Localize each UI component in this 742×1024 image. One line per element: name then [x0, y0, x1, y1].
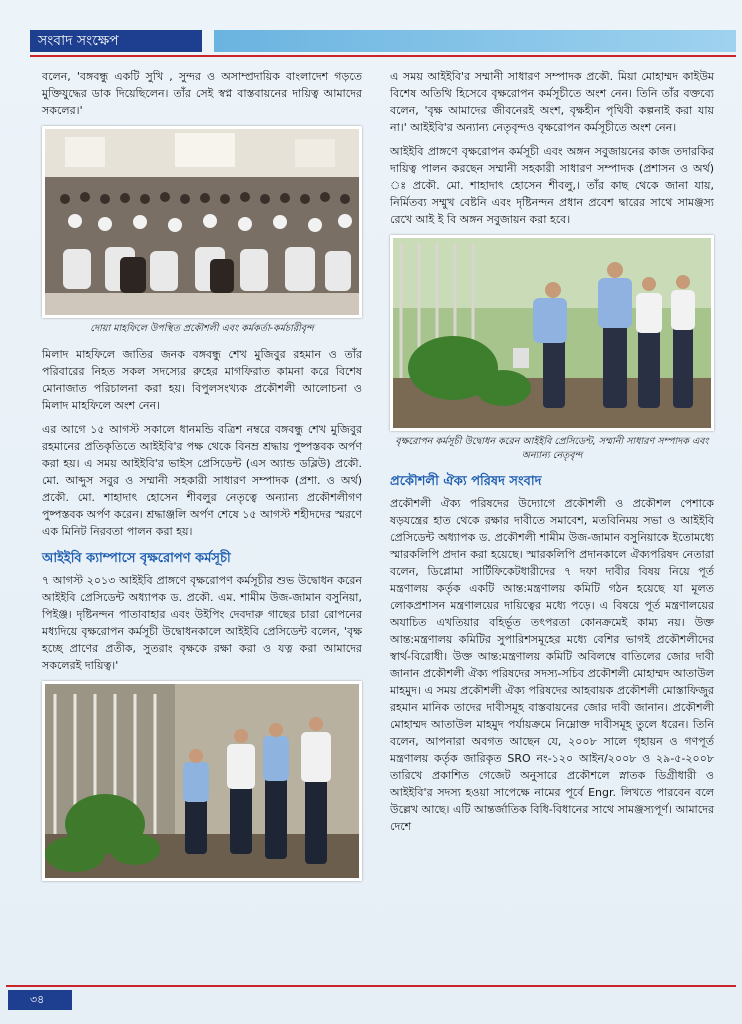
right-paragraph-1: এ সময় আইইবি'র সম্মানী সাধারণ সম্পাদক প্রকৌ. মিয়া মোহাম্মদ কাইউম বিশেষ অতিথি হিসেবে বৃক্ষরোপন কর্মসূচীতে অংশ নেন। তিনি তাঁর বক্তব্যে বলেন, 'বৃক্ষ আমাদের জীবনেরই অংশ, বৃক্ষহীন পৃথিবী কল্পনাই করা যায় না।' আইইবি'র অন্যান্য নেতৃবৃন্দও বৃক্ষরোপন কর্মসূচীতে অংশ নেন।: [390, 70, 714, 134]
header-divider: [30, 55, 736, 57]
page-number: ৩৪: [8, 990, 72, 1010]
heading-engineers-unity-council: প্রকৌশলী ঐক্য পরিষদ সংবাদ: [390, 474, 542, 489]
left-paragraph-2: মিলাদ মাহফিলে জাতির জনক বঙ্গবন্ধু শেখ মুজিবুর রহমান ও তাঁর পরিবারের নিহত সকল সদস্যের রুহের মাগফিরাত কামনা করে বিশেষ মোনাজাত পরিচালনা করা হয়। বিপুলসংখ্যক প্রকৌশলী আলোচনা ও মিলাদ মাহফিলে অংশ নেন।: [42, 348, 362, 412]
left-paragraph-1: বলেন, 'বঙ্গবন্ধু একটি সুখি , সুন্দর ও অসাম্প্রদায়িক বাংলাদেশ গড়তে মুক্তিযুদ্ধের ডাক দিয়েছিলেন। তাঁর সেই স্বপ্ন বাস্তবায়নের দায়িত্ব আমাদের সকলের।': [42, 70, 362, 117]
section-title: সংবাদ সংক্ষেপ: [30, 30, 202, 52]
header-accent-bar: [214, 30, 736, 52]
photo2-caption: বৃক্ষরোপন কর্মসূচী উদ্বোধন করেন আইইবি প্রেসিডেন্ট, সম্মানী সাধারণ সম্পাদক এবং অন্যান্য নেতৃবৃন্দ: [395, 436, 709, 461]
crowd-illustration: [45, 129, 359, 315]
right-paragraph-2: আইইবি প্রাঙ্গণে বৃক্ষরোপন কর্মসূচী এবং অঙ্গন সবুজায়নের কাজ তদারকির দায়িত্ব পালন করছেন সম্মানী সহকারী সাধারণ সম্পাদক (প্রশাসন ও অর্থ) ঃ প্রকৌ. মো. শাহাদাৎ হোসেন শীবলু,। তাঁর কাছ থেকে জানা যায়, নির্মিতব্য সম্মুখ বেষ্টনি এবং দৃষ্টিনন্দন প্রধান প্রবেশ দ্বারের সাথে সামঞ্জস্য রেখে আই ই বি অঙ্গন সবুজায়ন করা হবে।: [390, 145, 714, 226]
photo1-caption: দোয়া মাহফিলে উপস্থিত প্রকৌশলী এবং কর্মকর্তা-কর্মচারীবৃন্দ: [90, 323, 314, 334]
left-paragraph-3: এর আগে ১৫ আগস্ট সকালে ধানমন্ডি বত্রিশ নম্বরে বঙ্গবন্ধু শেখ মুজিবুর রহমানের প্রতিকৃতিতে আইইবি'র পক্ষ থেকে বিনম্র শ্রদ্ধায় পুষ্পস্তবক অর্পণ করা হয়। এ সময় আইইবি'র ভাইস প্রেসিডেন্ট (এস অ্যান্ড ডব্লিউ) প্রকৌ. মো. আব্দুস সবুর ও সম্মানী সহকারী সাধারণ সম্পাদক (প্রশা. ও অর্থ) প্রকৌ. মো. শাহাদাৎ হোসেন শীবলুর নেতৃত্বে অন্যান্য প্রকৌশলীগণ পুষ্পস্তবক অর্পণ করেন। শ্রদ্ধাঞ্জলি অর্পণ শেষে ১৫ আগস্ট শহীদদের স্মরণে এক মিনিট নিরবতা পালন করা হয়।: [42, 423, 362, 538]
photo-tree-plantation-right: [390, 235, 714, 431]
right-paragraph-3: প্রকৌশলী ঐক্য পরিষদের উদ্যোগে প্রকৌশলী ও প্রকৌশল পেশাকে ষড়যন্ত্রের হাত থেকে রক্ষার দাবীতে সমাবেশ, মতবিনিময় সভা ও আইইবি প্রেসিডেন্ট অধ্যাপক ড. প্রকৌশলী শামীম উজ-জামান বসুনিয়াকে ইতোমধ্যে স্মারকলিপি প্রদান করা হয়েছে। স্মারকলিপি প্রদানকালে ঐক্যপরিষদ নেতারা বলেন, ডিপ্লোমা সার্টিফিকেটধারীদের ৭ দফা দাবীর বিষয় নিয়ে পূর্ত মন্ত্রণালয় কর্তৃক একটি আন্ত:মন্ত্রণালয় কমিটি গঠন হয়েছে যা মূলত লোকপ্রশাসন মন্ত্রণালয়ের দায়িত্বের মধ্যে পড়ে। এ বিষয়ে পূর্ত মন্ত্রণালয়ের অযাচিত এখতিয়ার বহির্ভূত তৎপরতা কোনক্রমেই কাম্য নয়। উক্ত আন্ত:মন্ত্রণালয় কমিটির সুপারিশসমূহের মধ্যে বেশির ভাগই প্রকৌশলীদের স্বার্থ-বিরোধী। উক্ত আন্ত:মন্ত্রণালয় কমিটি অবিলম্বে বাতিলের জোর দাবী জানান প্রকৌশলী ঐক্য পরিষদের সদস্য-সচিব প্রকৌশলী মোহাম্মদ আতাউল মাহমুদ। এ সময় প্রকৌশলী ঐক্য পরিষদের আহবায়ক প্রকৌশলী মোস্তাফিজুর রহমান মানিক তাদের দাবীসমূহ বাস্তবায়নের জোর দাবী জানান। প্রকৌশলী মোহাম্মদ আতাউল মাহমুদ পর্যায়ক্রমে নিম্নোক্ত দাবীসমূহ তুলে ধরেন। তিনি বলেন, আপনারা অবগত আছেন যে, ২০০৮ সালে গৃহায়ন ও গণপূর্ত মন্ত্রণালয় কর্তৃক জারিকৃত SRO নং-১২০ আইন/২০০৮ ও ২৯-৫-২০০৮ তারিখে প্রকাশিত গেজেট অনুসারে প্রকৌশলে স্নাতক ডিগ্রীধারী ও আইইবি'র সদস্য হওয়া সাপেক্ষে নামের পূর্বে Engr. লিখতে পারবেন বলে উল্লেখ আছে। এটি আন্তর্জাতিক বিধি-বিধানের সাথে সামঞ্জস্যপূর্ণ। আমাদের দেশে: [390, 497, 714, 833]
photo-doa-mahfil: [42, 126, 362, 318]
footer-divider: [6, 985, 736, 987]
plantation-illustration-left: [45, 684, 359, 878]
photo-tree-plantation-left: [42, 681, 362, 881]
left-paragraph-4: ৭ আগস্ট ২০১৩ আইইবি প্রাঙ্গণে বৃক্ষরোপণ কর্মসূচীর শুভ উদ্বোধন করেন আইইবি প্রেসিডেন্ট অধ্যাপক ড. প্রকৌ. এম. শামীম উজ-জামান বসুনিয়া, পিইঞ্জ। দৃষ্টিনন্দন পাতাবাহার এবং উইপিং দেবদারু গাছের চারা রোপনের মধ্যদিয়ে বৃক্ষরোপন কর্মসূচী উদ্বোধনকালে আইইবি প্রেসিডেন্ট বলেন, 'বৃক্ষ হচ্ছে প্রাণের প্রতীক, সুতরাং বৃক্ষকে রক্ষা করা ও যত্ন করা আমাদের সকলেরই দায়িত্ব।': [42, 574, 362, 672]
left-column: [42, 68, 362, 881]
section-header: [30, 30, 736, 52]
heading-tree-plantation: আইইবি ক্যাম্পাসে বৃক্ষরোপণ কর্মসূচী: [42, 551, 231, 566]
plantation-illustration-right: [393, 238, 711, 428]
right-column: [390, 68, 714, 842]
